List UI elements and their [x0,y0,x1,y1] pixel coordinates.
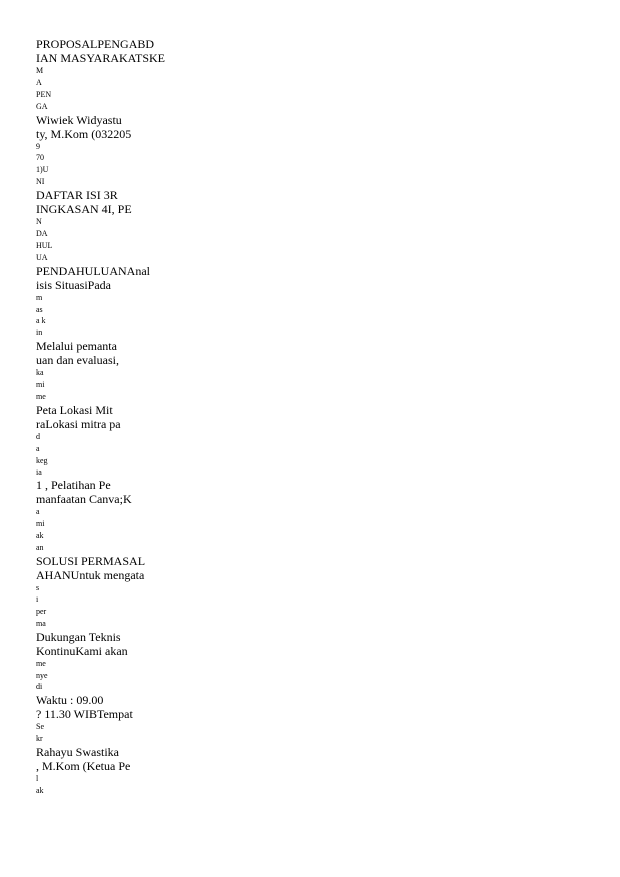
text-line: DAFTAR ISI 3R [36,188,118,203]
text-fragment: PEN [36,89,52,99]
text-fragment: M [36,66,44,75]
text-line: IAN MASYARAKATSKE [36,51,166,65]
text-fragment: d [36,431,40,441]
text-fragment: kr [36,734,43,744]
text-line: Melalui pemanta [36,339,117,354]
text-line: SOLUSI PERMASAL [36,554,146,569]
text-fragment: mi [36,380,45,390]
text-line: PROPOSALPENGABD [36,37,155,51]
text-line: isis SituasiPada [36,277,112,292]
text-line: raLokasi mitra pa [36,416,121,431]
text-fragment: in [36,328,43,338]
text-fragment: di [36,682,43,692]
text-fragment: HUL [36,240,53,250]
text-fragment: 9 [36,141,40,151]
text-fragment: NI [36,177,45,187]
text-fragment: keg [36,455,48,465]
text-fragment: ka [36,368,44,378]
text-line: Dukungan Teknis [36,629,121,644]
text-fragment: DA [36,229,48,239]
text-line: INGKASAN 4I, PE [36,202,132,217]
text-fragment: A [36,77,42,87]
text-line: ? 11.30 WIBTempat [36,707,133,722]
text-fragment: s [36,583,40,593]
text-fragment: GA [36,101,48,111]
text-fragment: ak [36,785,44,795]
text-fragment: me [36,392,46,402]
text-fragment: me [36,658,46,668]
text-fragment: an [36,543,44,553]
document-text-column [36,37,296,797]
text-fragment: a [36,443,40,453]
text-fragment: m [36,292,43,302]
text-fragment: 70 [36,153,44,163]
text-fragment: ma [36,618,46,628]
text-line: ty, M.Kom (032205 [36,126,132,141]
text-fragment: N [36,217,42,227]
text-line: Waktu : 09.00 [36,693,104,708]
text-line: PENDAHULUANAnal [36,263,150,278]
text-line: AHANUntuk mengata [36,568,145,583]
text-fragment: Se [36,722,44,732]
text-fragment: a [36,507,40,517]
text-line: Wiwiek Widyastu [36,112,122,127]
text-line: uan dan evaluasi, [36,353,119,368]
text-line: Peta Lokasi Mit [36,402,113,417]
text-fragment: i [36,594,39,604]
text-line: Rahayu Swastika [36,745,119,760]
text-fragment: ia [36,467,42,477]
text-fragment: mi [36,519,45,529]
text-fragment: ak [36,531,44,541]
text-fragment: 1)U [36,165,49,175]
text-fragment: UA [36,252,48,262]
text-line: KontinuKami akan [36,643,128,658]
text-line: 1 , Pelatihan Pe [36,478,111,493]
text-fragment: nye [36,670,48,680]
text-line: manfaatan Canva;K [36,492,132,507]
text-fragment: as [36,304,43,314]
text-fragment: per [36,606,47,616]
text-line: , M.Kom (Ketua Pe [36,759,131,774]
text-fragment: a k [36,316,46,326]
text-fragment: l [36,774,39,784]
